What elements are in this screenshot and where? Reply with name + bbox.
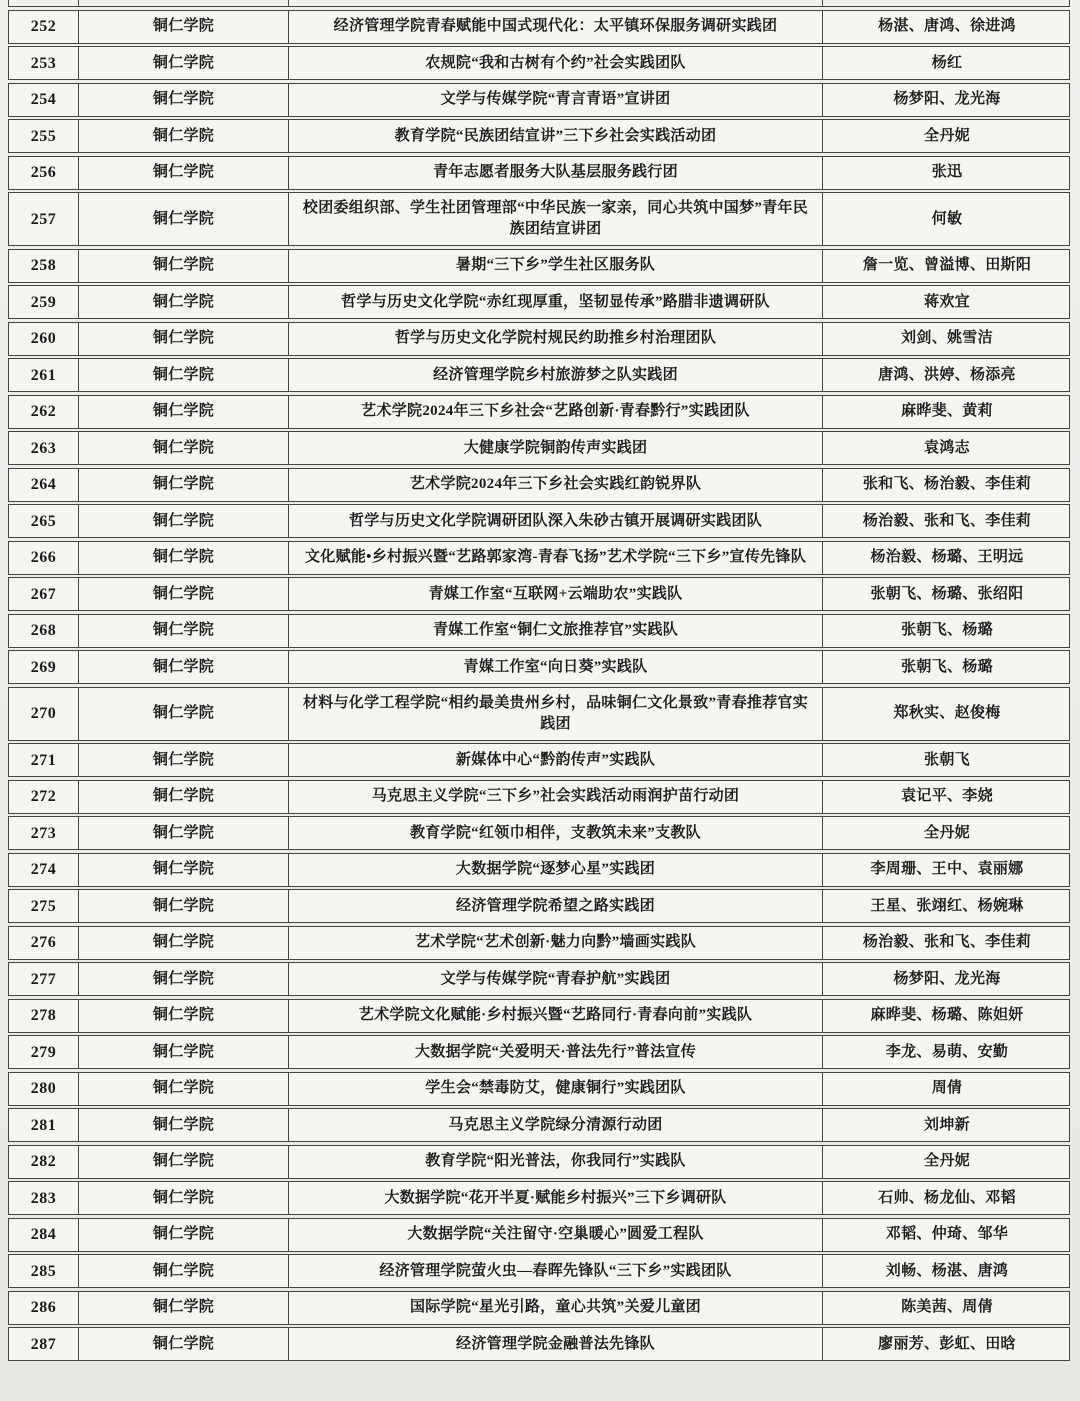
leaders-cell: 刘剑、姚雪洁 bbox=[901, 330, 993, 346]
school-cell: 铜仁学院 bbox=[79, 1219, 289, 1251]
leaders-cell: 袁记平、李娆 bbox=[901, 788, 993, 804]
leaders-cell: 詹一览、曾溢博、田斯阳 bbox=[862, 257, 1032, 273]
leaders-cell: 杨治毅、杨璐、王明远 bbox=[870, 549, 1024, 565]
table-row bbox=[8, 541, 1070, 575]
leaders-cell: 张朝飞、杨璐 bbox=[901, 622, 993, 638]
team-name-cell: 教育学院“红领巾相伴，支教筑未来”支教队 bbox=[289, 817, 823, 849]
team-name-cell: 艺术学院2024年三下乡社会实践红韵锐界队 bbox=[289, 469, 823, 501]
team-name-cell: 大数据学院“关注留守·空巢暖心”圆爱工程队 bbox=[289, 1219, 823, 1251]
school-cell: 铜仁学院 bbox=[79, 688, 289, 740]
row-number-cell: 280 bbox=[9, 1073, 79, 1105]
team-name-cell: 艺术学院2024年三下乡社会“艺路创新·青春黔行”实践团队 bbox=[289, 396, 823, 428]
leaders-cell: 李周珊、王中、袁丽娜 bbox=[870, 861, 1024, 877]
team-name-cell: 暑期“三下乡”学生社区服务队 bbox=[289, 250, 823, 282]
table-row bbox=[8, 1035, 1070, 1069]
team-name-cell: 经济管理学院乡村旅游梦之队实践团 bbox=[289, 359, 823, 391]
school-cell: 铜仁学院 bbox=[79, 1073, 289, 1105]
table-row bbox=[8, 119, 1070, 153]
row-number-cell: 276 bbox=[9, 927, 79, 959]
school-cell: 铜仁学院 bbox=[79, 854, 289, 886]
row-number-cell: 277 bbox=[9, 963, 79, 995]
team-name-cell: 哲学与历史文化学院“赤红现厚重，坚韧显传承”路腊非遗调研队 bbox=[289, 286, 823, 318]
leaders-cell: 刘畅、杨湛、唐鸿 bbox=[885, 1262, 1009, 1279]
table-top-edge-cell bbox=[289, 0, 823, 6]
school-cell: 铜仁学院 bbox=[79, 890, 289, 922]
leaders-cell: 全丹妮 bbox=[924, 1153, 970, 1169]
leaders-cell: 何敏 bbox=[931, 210, 963, 227]
row-number-cell: 281 bbox=[9, 1109, 79, 1141]
team-name-cell: 农规院“我和古树有个约”社会实践团队 bbox=[289, 47, 823, 79]
school-cell: 铜仁学院 bbox=[79, 11, 289, 43]
team-name-cell: 经济管理学院希望之路实践团 bbox=[289, 890, 823, 922]
table-row bbox=[8, 322, 1070, 356]
row-number-cell: 287 bbox=[9, 1328, 79, 1360]
school-cell: 铜仁学院 bbox=[79, 359, 289, 391]
table-top-edge-cell bbox=[79, 0, 289, 6]
row-number-cell: 266 bbox=[9, 542, 79, 574]
leaders-cell: 王星、张翊红、杨婉琳 bbox=[870, 897, 1024, 914]
table-row bbox=[8, 504, 1070, 538]
school-cell: 铜仁学院 bbox=[79, 469, 289, 501]
school-cell: 铜仁学院 bbox=[79, 120, 289, 152]
row-number-cell: 275 bbox=[9, 890, 79, 922]
school-cell: 铜仁学院 bbox=[79, 47, 289, 79]
school-cell: 铜仁学院 bbox=[79, 781, 289, 813]
leaders-cell: 全丹妮 bbox=[924, 824, 970, 841]
row-number-cell: 273 bbox=[9, 817, 79, 849]
table-row bbox=[8, 83, 1070, 117]
row-number-cell: 264 bbox=[9, 469, 79, 501]
leaders-cell: 唐鸿、洪婷、杨添亮 bbox=[878, 366, 1016, 383]
team-name-cell: 校团委组织部、学生社团管理部“中华民族一家亲，同心共筑中国梦”青年民族团结宣讲团 bbox=[289, 193, 823, 245]
leaders-cell: 李龙、易萌、安勤 bbox=[885, 1043, 1009, 1060]
row-number-cell: 286 bbox=[9, 1292, 79, 1324]
school-cell: 铜仁学院 bbox=[79, 1000, 289, 1032]
row-number-cell: 282 bbox=[9, 1146, 79, 1178]
leaders-cell: 邓韬、仲琦、邹华 bbox=[885, 1226, 1009, 1242]
leaders-cell: 杨治毅、张和飞、李佳莉 bbox=[862, 512, 1032, 529]
school-cell: 铜仁学院 bbox=[79, 578, 289, 610]
team-name-cell: 大健康学院铜韵传声实践团 bbox=[289, 432, 823, 464]
leaders-cell: 全丹妮 bbox=[924, 127, 970, 144]
team-name-cell: 青媒工作室“互联网+云端助农”实践队 bbox=[289, 578, 823, 610]
team-name-cell: 文学与传媒学院“青春护航”实践团 bbox=[289, 963, 823, 995]
leaders-cell: 周倩 bbox=[931, 1080, 963, 1096]
leaders-cell: 杨治毅、张和飞、李佳莉 bbox=[862, 934, 1032, 950]
school-cell: 铜仁学院 bbox=[79, 1255, 289, 1287]
practice-teams-table bbox=[8, 0, 1070, 1364]
table-row bbox=[8, 395, 1070, 429]
school-cell: 铜仁学院 bbox=[79, 651, 289, 683]
row-number-cell: 253 bbox=[9, 47, 79, 79]
team-name-cell: 学生会“禁毒防艾，健康铜行”实践团队 bbox=[289, 1073, 823, 1105]
row-number-cell: 262 bbox=[9, 396, 79, 428]
school-cell: 铜仁学院 bbox=[79, 250, 289, 282]
school-cell: 铜仁学院 bbox=[79, 1182, 289, 1214]
table-row bbox=[8, 468, 1070, 502]
leaders-cell: 杨梦阳、龙光海 bbox=[893, 970, 1001, 987]
table-row bbox=[8, 1254, 1070, 1288]
leaders-cell: 麻晔斐、杨璐、陈妲妍 bbox=[870, 1007, 1024, 1023]
team-name-cell: 艺术学院文化赋能·乡村振兴暨“艺路同行·青春向前”实践队 bbox=[289, 1000, 823, 1032]
row-number-cell: 278 bbox=[9, 1000, 79, 1032]
team-name-cell: 青年志愿者服务大队基层服务践行团 bbox=[289, 157, 823, 189]
table-row bbox=[8, 962, 1070, 996]
row-number-cell: 269 bbox=[9, 651, 79, 683]
table-top-edge-cell bbox=[823, 0, 1071, 6]
leaders-cell: 郑秋实、赵俊梅 bbox=[893, 705, 1001, 721]
school-cell: 铜仁学院 bbox=[79, 1292, 289, 1324]
team-name-cell: 大数据学院“关爱明天·普法先行”普法宣传 bbox=[289, 1036, 823, 1068]
leaders-cell: 石帅、杨龙仙、邓韬 bbox=[878, 1189, 1016, 1206]
team-name-cell: 教育学院“民族团结宣讲”三下乡社会实践活动团 bbox=[289, 120, 823, 152]
team-name-cell: 国际学院“星光引路，童心共筑”关爱儿童团 bbox=[289, 1292, 823, 1324]
table-row bbox=[8, 650, 1070, 684]
row-number-cell: 257 bbox=[9, 193, 79, 245]
school-cell: 铜仁学院 bbox=[79, 963, 289, 995]
school-cell: 铜仁学院 bbox=[79, 286, 289, 318]
team-name-cell: 哲学与历史文化学院村规民约助推乡村治理团队 bbox=[289, 323, 823, 355]
table-row bbox=[8, 249, 1070, 283]
row-number-cell: 272 bbox=[9, 781, 79, 813]
table-row bbox=[8, 431, 1070, 465]
table-row bbox=[8, 1181, 1070, 1215]
leaders-cell: 廖丽芳、彭虹、田晗 bbox=[878, 1335, 1016, 1352]
row-number-cell: 267 bbox=[9, 578, 79, 610]
row-number-cell: 256 bbox=[9, 157, 79, 189]
leaders-cell: 杨湛、唐鸿、徐进鸿 bbox=[878, 18, 1016, 34]
row-number-cell: 271 bbox=[9, 744, 79, 776]
table-row bbox=[8, 1145, 1070, 1179]
team-name-cell: 新媒体中心“黔韵传声”实践队 bbox=[289, 744, 823, 776]
row-number-cell: 261 bbox=[9, 359, 79, 391]
school-cell: 铜仁学院 bbox=[79, 84, 289, 116]
school-cell: 铜仁学院 bbox=[79, 927, 289, 959]
table-top-edge-cell bbox=[9, 0, 79, 6]
school-cell: 铜仁学院 bbox=[79, 323, 289, 355]
table-row bbox=[8, 889, 1070, 923]
table-row bbox=[8, 1218, 1070, 1252]
table-top-edge bbox=[8, 0, 1070, 7]
team-name-cell: 文学与传媒学院“青言青语”宣讲团 bbox=[289, 84, 823, 116]
leaders-cell: 张和飞、杨治毅、李佳莉 bbox=[862, 476, 1032, 492]
team-name-cell: 大数据学院“逐梦心星”实践团 bbox=[289, 854, 823, 886]
table-row bbox=[8, 780, 1070, 814]
table-row bbox=[8, 743, 1070, 777]
team-name-cell: 文化赋能•乡村振兴暨“艺路郭家湾-青春飞扬”艺术学院“三下乡”宣传先锋队 bbox=[289, 542, 823, 574]
row-number-cell: 255 bbox=[9, 120, 79, 152]
row-number-cell: 258 bbox=[9, 250, 79, 282]
table-row bbox=[8, 687, 1070, 741]
team-name-cell: 大数据学院“花开半夏·赋能乡村振兴”三下乡调研队 bbox=[289, 1182, 823, 1214]
table-row bbox=[8, 10, 1070, 44]
leaders-cell: 张朝飞、杨璐、张绍阳 bbox=[870, 585, 1024, 602]
table-row bbox=[8, 285, 1070, 319]
row-number-cell: 283 bbox=[9, 1182, 79, 1214]
table-row bbox=[8, 999, 1070, 1033]
leaders-cell: 杨红 bbox=[931, 54, 963, 71]
team-name-cell: 经济管理学院萤火虫—春晖先锋队“三下乡”实践团队 bbox=[289, 1255, 823, 1287]
team-name-cell: 哲学与历史文化学院调研团队深入朱砂古镇开展调研实践团队 bbox=[289, 505, 823, 537]
team-name-cell: 马克思主义学院“三下乡”社会实践活动雨润护苗行动团 bbox=[289, 781, 823, 813]
table-row bbox=[8, 192, 1070, 246]
row-number-cell: 285 bbox=[9, 1255, 79, 1287]
row-number-cell: 274 bbox=[9, 854, 79, 886]
table-row bbox=[8, 816, 1070, 850]
row-number-cell: 252 bbox=[9, 11, 79, 43]
table-row bbox=[8, 358, 1070, 392]
row-number-cell: 254 bbox=[9, 84, 79, 116]
table-row bbox=[8, 46, 1070, 80]
table-row bbox=[8, 577, 1070, 611]
leaders-cell: 张朝飞 bbox=[924, 751, 970, 768]
row-number-cell: 265 bbox=[9, 505, 79, 537]
row-number-cell: 284 bbox=[9, 1219, 79, 1251]
school-cell: 铜仁学院 bbox=[79, 432, 289, 464]
school-cell: 铜仁学院 bbox=[79, 615, 289, 647]
leaders-cell: 张朝飞、杨璐 bbox=[901, 658, 993, 675]
table-row bbox=[8, 614, 1070, 648]
leaders-cell: 麻晔斐、黄莉 bbox=[901, 403, 993, 419]
school-cell: 铜仁学院 bbox=[79, 1036, 289, 1068]
leaders-cell: 刘坤新 bbox=[924, 1116, 970, 1133]
school-cell: 铜仁学院 bbox=[79, 1328, 289, 1360]
table-row bbox=[8, 156, 1070, 190]
leaders-cell: 杨梦阳、龙光海 bbox=[893, 91, 1001, 107]
team-name-cell: 材料与化学工程学院“相约最美贵州乡村，品味铜仁文化景致”青春推荐官实践团 bbox=[289, 688, 823, 740]
school-cell: 铜仁学院 bbox=[79, 817, 289, 849]
leaders-cell: 袁鸿志 bbox=[924, 439, 970, 456]
leaders-cell: 张迅 bbox=[931, 164, 963, 180]
table-row bbox=[8, 926, 1070, 960]
row-number-cell: 259 bbox=[9, 286, 79, 318]
row-number-cell: 263 bbox=[9, 432, 79, 464]
table-row bbox=[8, 1072, 1070, 1106]
school-cell: 铜仁学院 bbox=[79, 542, 289, 574]
table-row bbox=[8, 1327, 1070, 1361]
leaders-cell: 陈美茜、周倩 bbox=[901, 1299, 993, 1315]
row-number-cell: 260 bbox=[9, 323, 79, 355]
team-name-cell: 经济管理学院青春赋能中国式现代化：太平镇环保服务调研实践团 bbox=[289, 11, 823, 43]
table-row bbox=[8, 1108, 1070, 1142]
school-cell: 铜仁学院 bbox=[79, 396, 289, 428]
leaders-cell: 蒋欢宜 bbox=[924, 293, 970, 310]
school-cell: 铜仁学院 bbox=[79, 744, 289, 776]
school-cell: 铜仁学院 bbox=[79, 505, 289, 537]
row-number-cell: 279 bbox=[9, 1036, 79, 1068]
team-name-cell: 青媒工作室“铜仁文旅推荐官”实践队 bbox=[289, 615, 823, 647]
team-name-cell: 经济管理学院金融普法先锋队 bbox=[289, 1328, 823, 1360]
team-name-cell: 教育学院“阳光普法，你我同行”实践队 bbox=[289, 1146, 823, 1178]
table-row bbox=[8, 853, 1070, 887]
table-row bbox=[8, 1291, 1070, 1325]
school-cell: 铜仁学院 bbox=[79, 157, 289, 189]
row-number-cell: 268 bbox=[9, 615, 79, 647]
row-number-cell: 270 bbox=[9, 688, 79, 740]
team-name-cell: 马克思主义学院绿分清源行动团 bbox=[289, 1109, 823, 1141]
school-cell: 铜仁学院 bbox=[79, 1109, 289, 1141]
school-cell: 铜仁学院 bbox=[79, 193, 289, 245]
team-name-cell: 艺术学院“艺术创新·魅力向黔”墙画实践队 bbox=[289, 927, 823, 959]
school-cell: 铜仁学院 bbox=[79, 1146, 289, 1178]
team-name-cell: 青媒工作室“向日葵”实践队 bbox=[289, 651, 823, 683]
